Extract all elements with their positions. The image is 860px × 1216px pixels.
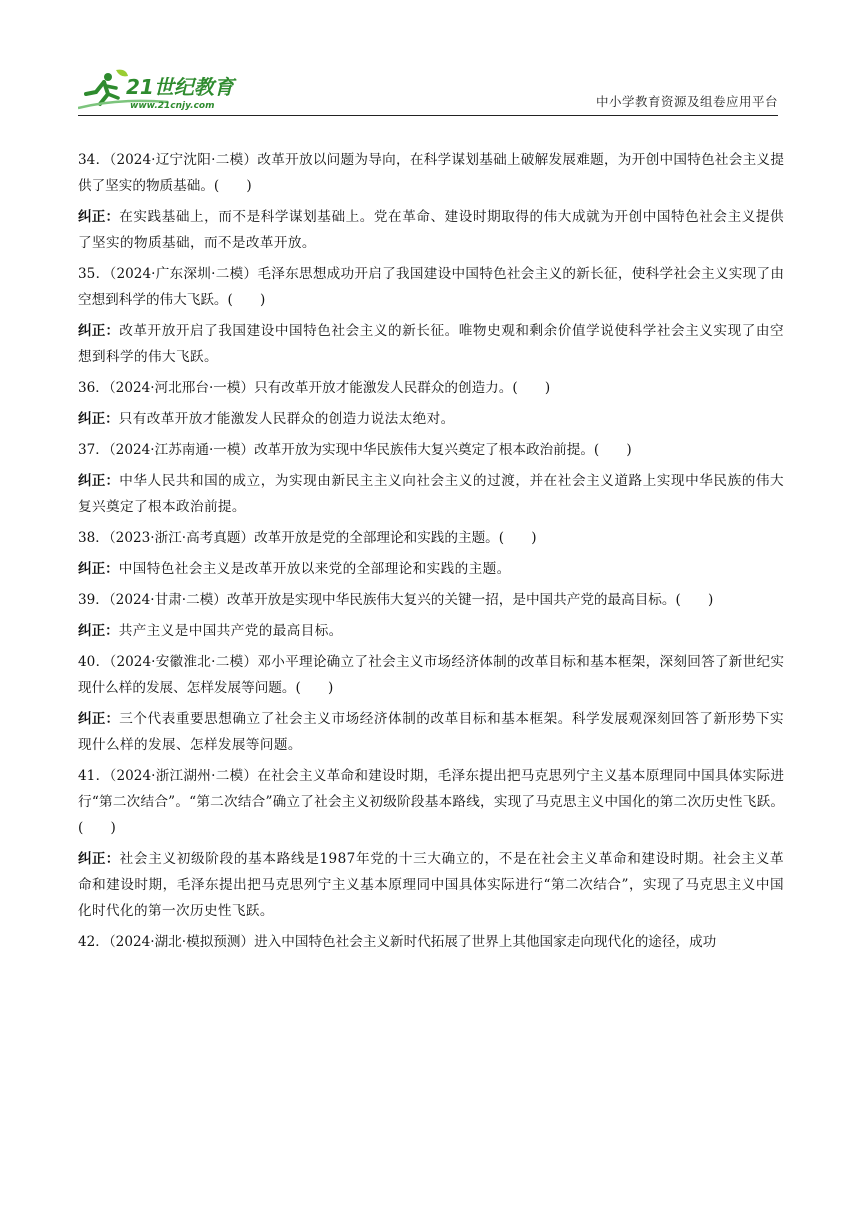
correction-label: 纠正： (78, 623, 119, 639)
correction-item (78, 618, 784, 644)
question-item: 36．（2024·河北邢台·一模）只有改革开放才能激发人民群众的创造力。( ) (78, 380, 551, 396)
question-item: 39．（2024·甘肃·二模）改革开放是实现中华民族伟大复兴的关键一招，是中国共产党的最高目标。( ) (78, 592, 714, 608)
page-header (78, 68, 778, 116)
correction-item (78, 556, 784, 582)
header-platform-name: 中小学教育资源及组卷应用平台 (595, 94, 778, 109)
correction-label: 纠正： (78, 209, 120, 225)
question-item: 41．（2024·浙江湖州·二模）在社会主义革命和建设时期，毛泽东提出把马克思列宁主义基本原理同中国具体实际进行“第二次结合”。“第二次结合”确立了社会主义初级阶段基本路线，实现了马克思主义中国化的第二次历史性飞跃。( ) (78, 768, 784, 836)
correction-text: 三个代表重要思想确立了社会主义市场经济体制的改革目标和基本框架。科学发展观深刻回答了新形势下实现什么样的发展、怎样发展等问题。 (78, 711, 785, 753)
correction-text: 共产主义是中国共产党的最高目标。 (118, 623, 343, 639)
correction-text: 改革开放开启了我国建设中国特色社会主义的新长征。唯物史观和剩余价值学说使科学社会主义实现了由空想到科学的伟大飞跃。 (78, 323, 785, 365)
question-item: 34．（2024·辽宁沈阳·二模）改革开放以问题为导向，在科学谋划基础上破解发展难题，为开创中国特色社会主义提供了坚实的物质基础。( ) (78, 152, 784, 194)
question-item: 40．（2024·安徽淮北·二模）邓小平理论确立了社会主义市场经济体制的改革目标和基本框架，深刻回答了新世纪实现什么样的发展、怎样发展等问题。( ) (78, 654, 784, 696)
correction-label: 纠正： (78, 411, 119, 427)
logo-subtext: www.21cnjy.com (130, 101, 215, 111)
correction-item (78, 468, 784, 520)
correction-item (78, 706, 784, 758)
correction-text: 社会主义初级阶段的基本路线是1987年党的十三大确立的，不是在社会主义革命和建设时期。社会主义革命和建设时期，毛泽东提出把马克思列宁主义基本原理同中国具体实际进行“第二次结合”，实现了马克思主义中国化时代化的第一次历史性飞跃。 (78, 851, 785, 919)
site-logo (78, 68, 248, 114)
correction-text: 中华人民共和国的成立，为实现由新民主主义向社会主义的过渡，并在社会主义道路上实现中华民族的伟大复兴奠定了根本政治前提。 (78, 473, 785, 515)
header-rule (78, 115, 778, 116)
question-item: 38．（2023·浙江·高考真题）改革开放是党的全部理论和实践的主题。( ) (78, 530, 537, 546)
correction-item (78, 846, 784, 924)
question-item: 37．（2024·江苏南通·一模）改革开放为实现中华民族伟大复兴奠定了根本政治前提。( ) (78, 442, 632, 458)
logo-text: 21世纪教育 (126, 75, 234, 99)
correction-item (78, 406, 784, 432)
correction-label: 纠正： (78, 711, 120, 727)
correction-label: 纠正： (78, 473, 120, 489)
correction-label: 纠正： (78, 851, 120, 867)
question-list (78, 144, 784, 955)
question-item: 35．（2024·广东深圳·二模）毛泽东思想成功开启了我国建设中国特色社会主义的新长征，使科学社会主义实现了由空想到科学的伟大飞跃。( ) (78, 266, 784, 308)
correction-text: 中国特色社会主义是改革开放以来党的全部理论和实践的主题。 (118, 561, 511, 577)
correction-item (78, 204, 784, 256)
correction-item (78, 318, 784, 370)
correction-text: 在实践基础上，而不是科学谋划基础上。党在革命、建设时期取得的伟大成就为开创中国特色社会主义提供了坚实的物质基础，而不是改革开放。 (78, 209, 785, 251)
correction-text: 只有改革开放才能激发人民群众的创造力说法太绝对。 (118, 411, 455, 427)
correction-label: 纠正： (78, 561, 119, 577)
question-item: 42．（2024·湖北·模拟预测）进入中国特色社会主义新时代拓展了世界上其他国家走向现代化的途径，成功 (78, 934, 717, 950)
correction-label: 纠正： (78, 323, 120, 339)
